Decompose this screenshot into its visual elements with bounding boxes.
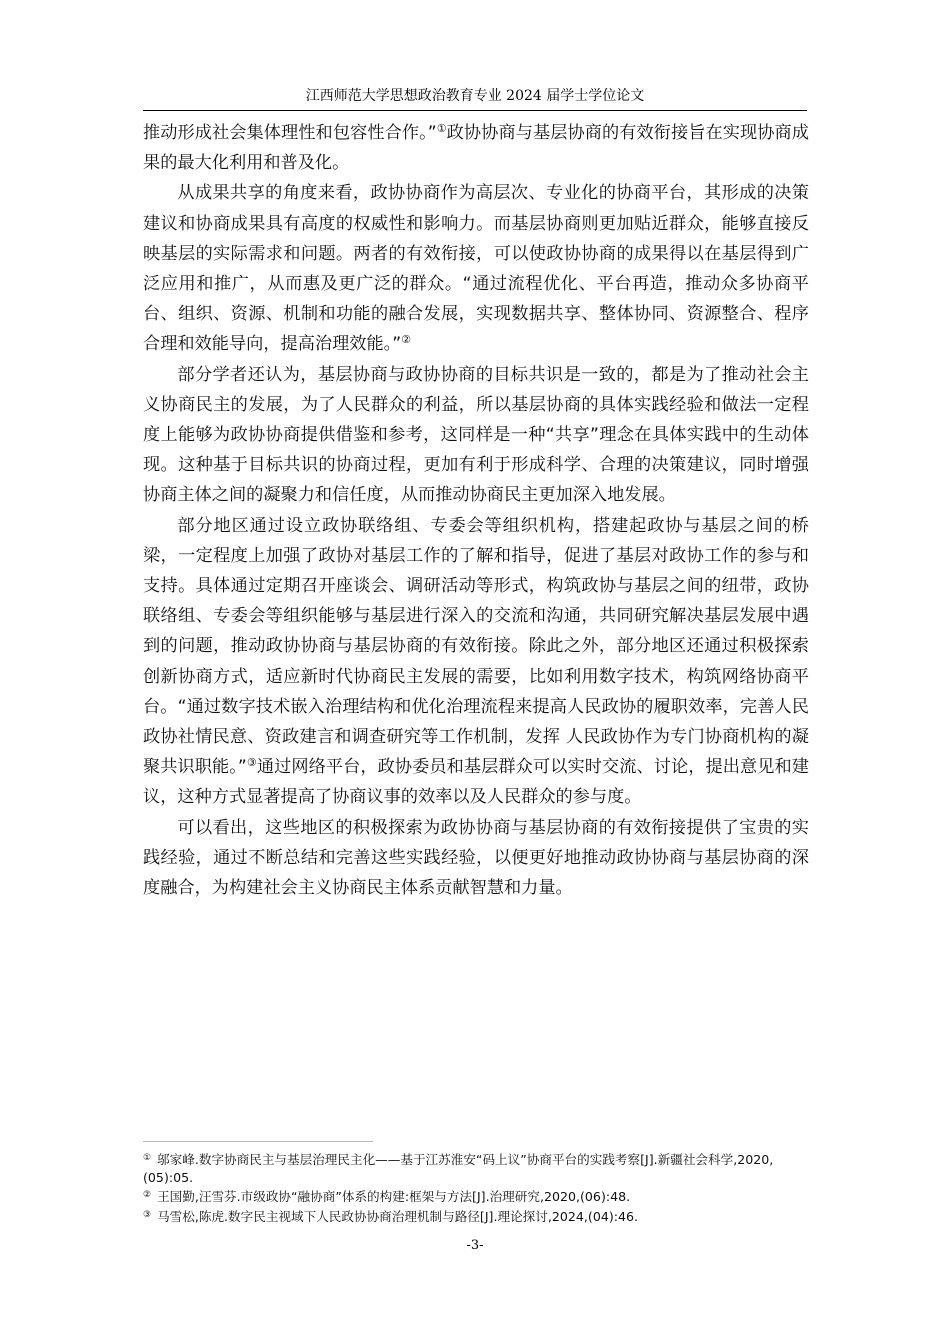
paragraph-scholars-view: 部分学者还认为，基层协商与政协协商的目标共识是一致的，都是为了推动社会主义协商民主的发展，为了人民群众的利益，所以基层协商的具体实践经验和做法一定程度上能够为政协协商提供借鉴和参考，这同样是一种“共享”理念在具体实践中的生动体现。这种基于目标共识的协商过程，更加有利于形成科学、合理的决策建议，同时增强协商主体之间的凝聚力和信任度，从而推动协商民主更加深入地发展。 <box>143 364 809 506</box>
page-number: -3- <box>466 1238 484 1253</box>
paragraph-results-sharing <box>143 178 809 359</box>
footnote-1 <box>143 1150 813 1186</box>
footnotes <box>143 1150 813 1226</box>
paragraph-text: 从成果共享的角度来看，政协协商作为高层次、专业化的协商平台，其形成的决策建议和协商成果具有高度的权威性和影响力。而基层协商则更加贴近群众，能够直接反映基层的实际需求和问题。两者的有效衔接，可以使政协协商的成果得以在基层得到广泛应用和推广，从而惠及更广泛的群众。“通过流程优化、平台再造，推动众多协商平台、组织、资源、机制和功能的融合发展，实现数据共享、整体协同、资源整合、程序合理和效能导向，提高治理效能。” <box>143 183 809 355</box>
footnote-text: 王国勤,汪雪芬.市级政协“融协商”体系的构建:框架与方法[J].治理研究,2020,(06):48. <box>157 1189 631 1204</box>
footnote-mark: ① <box>143 1153 152 1163</box>
paragraph-continued <box>143 118 809 178</box>
footnote-3 <box>143 1207 813 1226</box>
footnote-mark: ③ <box>143 1209 152 1220</box>
footnote-text: 马雪松,陈虎.数字民主视域下人民政协协商治理机制与路径[J].理论探讨,2024,(04):46. <box>157 1208 639 1224</box>
paragraph-text: 通过网络平台，政协委员和基层群众可以实时交流、讨论，提出意见和建议，这种方式显著提高了协商议事的效率以及人民群众的参与度。 <box>143 757 809 808</box>
running-header: 江西师范大学思想政治教育专业 2024 届学士学位论文 <box>305 88 645 104</box>
paragraph-text: 政协协商与基层协商的有效衔接旨在实现协商成果的最大化利用和普及化。 <box>143 123 809 174</box>
footnote-ref-2[interactable]: ② <box>401 333 411 347</box>
footnote-mark: ② <box>143 1190 152 1200</box>
paragraph-text: 推动形成社会集体理性和包容性合作。” <box>143 123 437 143</box>
footnote-ref-3[interactable]: ③ <box>246 756 257 770</box>
body-text <box>143 118 809 903</box>
paragraph-text: 部分地区通过设立政协联络组、专委会等组织机构，搭建起政协与基层之间的桥梁，一定程度上加强了政协对基层工作的了解和指导，促进了基层对政协工作的参与和支持。具体通过定期召开座谈会、调研活动等形式，构筑政协与基层之间的纽带，政协联络组、专委会等组织能够与基层进行深入的交流和沟通，共同研究解决基层发展中遇到的问题，推动政协协商与基层协商的有效衔接。除此之外，部分地区还通过积极探索创新协商方式，适应新时代协商民主发展的需要，比如利用数字技术，构筑网络协商平台。“通过数字技术嵌入治理结构和优化治理流程来提高人民政协的履职效率，完善人民政协社情民意、资政建言和调查研究等工作机制，发挥 人民政协作为专门协商机构的凝聚共识职能。” <box>143 515 809 778</box>
header-divider <box>143 110 807 111</box>
paragraph-local-practice <box>143 511 809 813</box>
footnote-divider <box>143 1141 373 1142</box>
paragraph-conclusion: 可以看出，这些地区的积极探索为政协协商与基层协商的有效衔接提供了宝贵的实践经验，通过不断总结和完善这些实践经验，以便更好地推动政协协商与基层协商的深度融合，为构建社会主义协商民主体系贡献智慧和力量。 <box>143 817 809 899</box>
footnote-ref-1[interactable]: ① <box>436 122 447 135</box>
footnote-2 <box>143 1187 813 1206</box>
footnote-text: 邬家峰.数字协商民主与基层治理民主化——基于江苏淮安“码上议”协商平台的实践考察[J].新疆社会科学,2020,(05):05. <box>143 1152 774 1185</box>
